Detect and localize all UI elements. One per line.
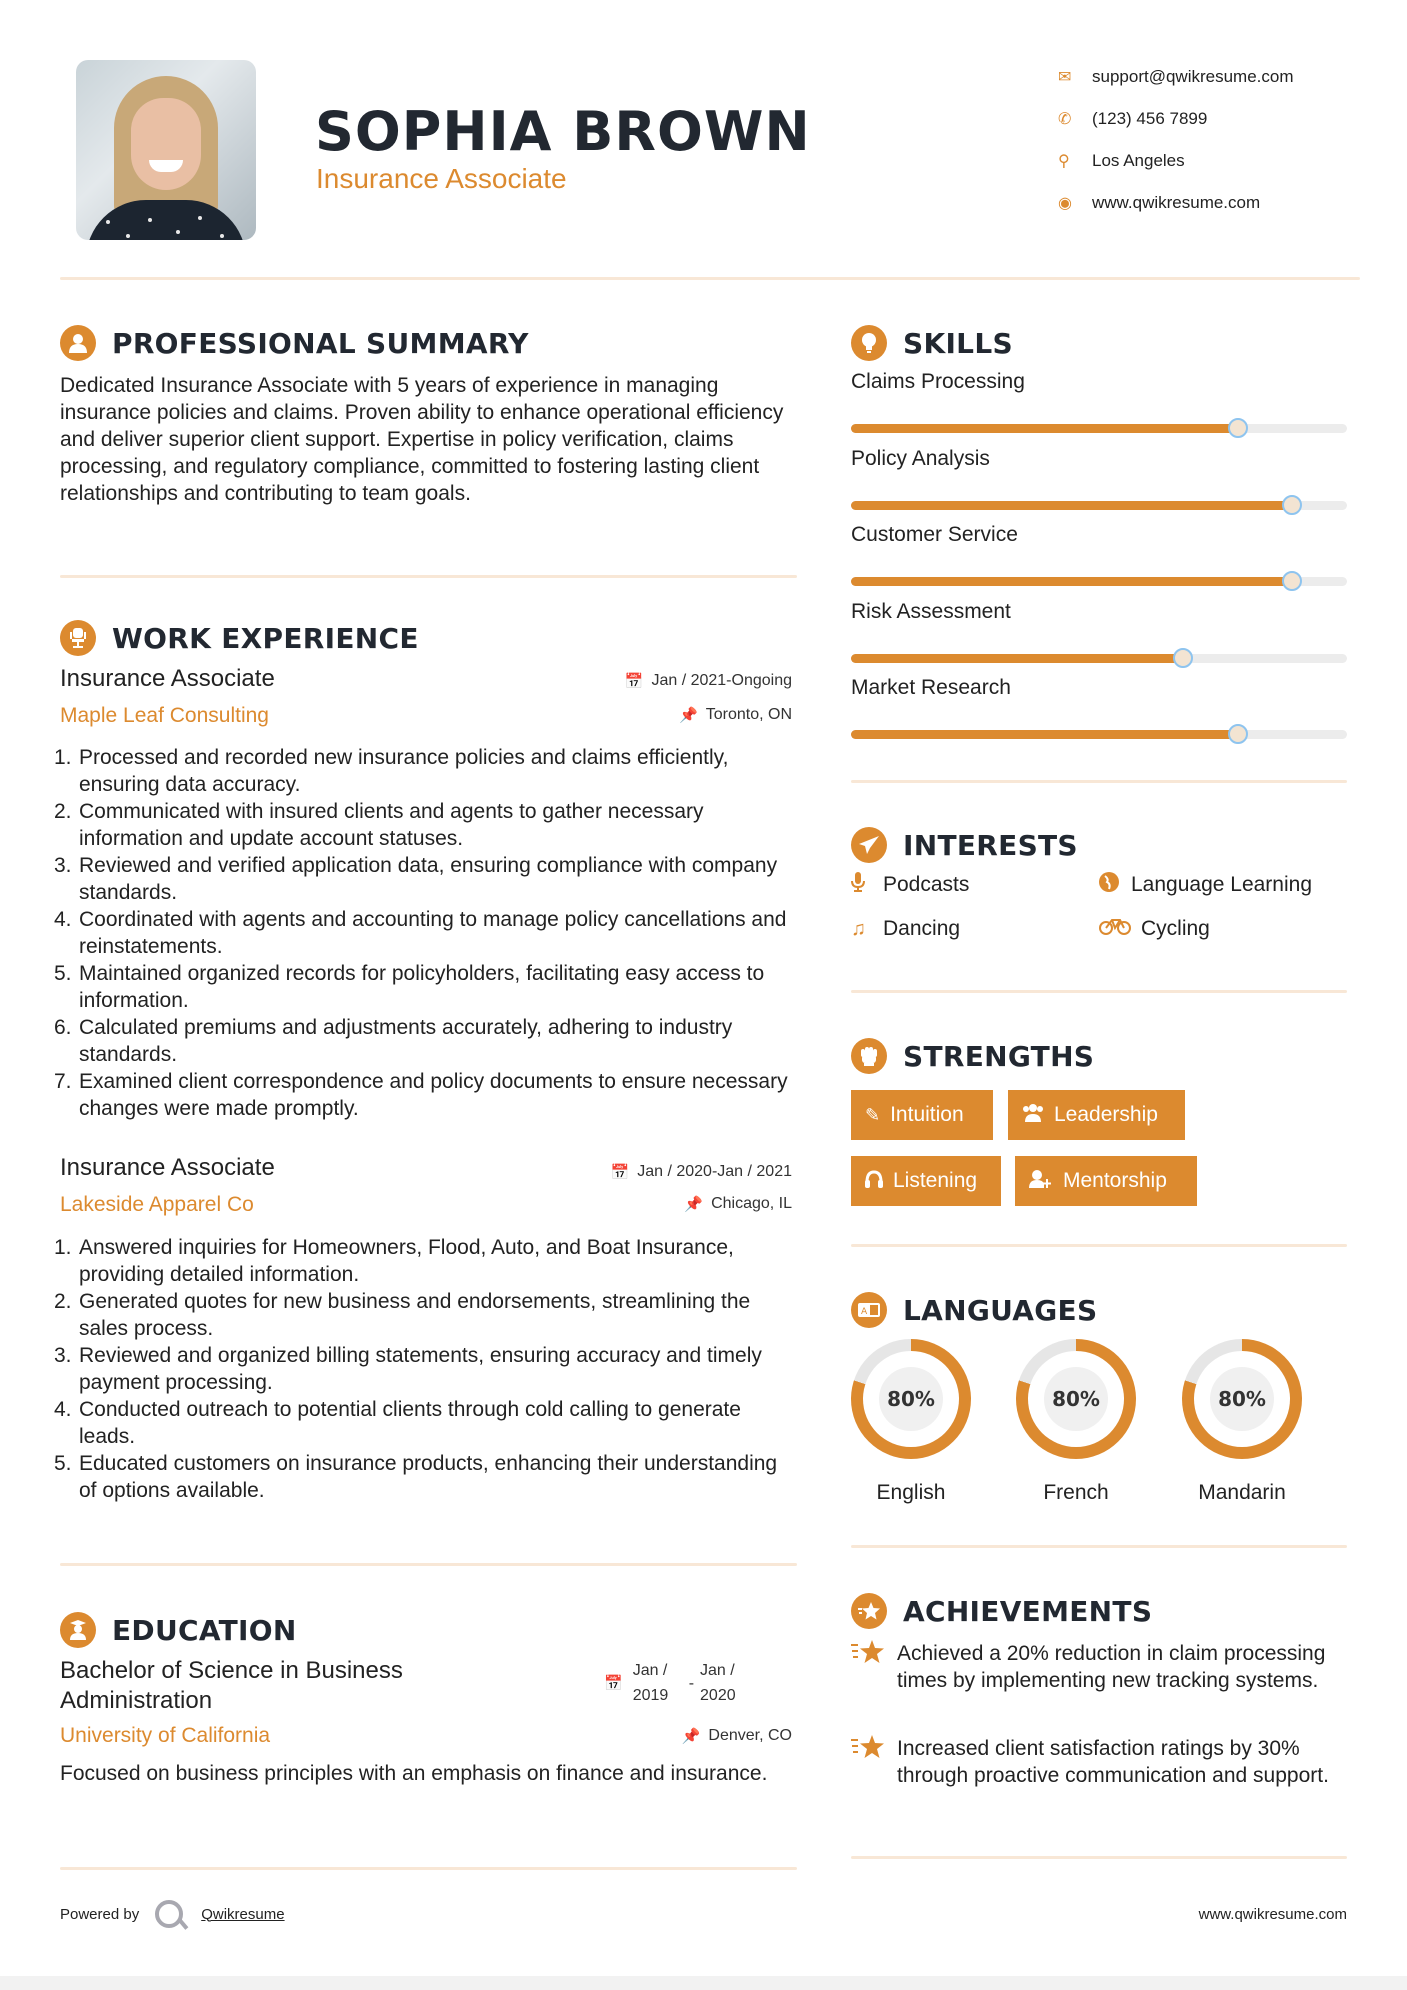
degree-title: Bachelor of Science in Business Administration [60,1657,403,1714]
lightbulb-icon [851,325,887,361]
globe-icon [1099,872,1131,898]
pushpin-icon: 📌 [681,1728,701,1745]
interest-label: Podcasts [883,873,970,896]
strength-label: Listening [893,1169,978,1192]
skill-item [851,370,1347,433]
music-note-icon: ♫ [851,917,866,940]
achievement-text: Increased client satisfaction ratings by 30% through proactive communication and support. [897,1737,1329,1787]
skills-divider [851,780,1347,783]
education-date-end: Jan / 2020 [700,1662,736,1704]
skill-bar-knob [1282,495,1302,515]
contact-email-text: support@qwikresume.com [1092,67,1294,86]
strengths-heading: STRENGTHS [903,1039,1095,1073]
paper-plane-icon [851,827,887,863]
pushpin-icon: 📌 [684,1196,704,1213]
language-progress-ring [1182,1339,1302,1459]
list-item: 2. Generated quotes for new business and endorsements, streamlining the sales process. [54,1290,751,1340]
language-percent: 80% [887,1387,935,1411]
header-divider [60,277,1360,280]
office-chair-icon [60,620,96,656]
strengths-divider [851,1244,1347,1247]
achievement-text: Achieved a 20% reduction in claim processing times by implementing new tracking systems. [897,1642,1326,1692]
language-name: French [1043,1481,1109,1504]
job-2-dates-text: Jan / 2020-Jan / 2021 [637,1163,792,1180]
footer-website[interactable]: www.qwikresume.com [1198,1906,1347,1923]
strengths-section-header [851,1038,1094,1074]
list-item: 7. Examined client correspondence and policy documents to ensure necessary changes were made promptly. [54,1070,788,1120]
user-icon [60,325,96,361]
list-item: 4. Conducted outreach to potential clients through cold calling to generate leads. [54,1398,741,1448]
star-icon [851,1638,897,1694]
skill-item [851,676,1347,739]
skill-name: Customer Service [851,523,1018,546]
skill-bar-knob [1228,724,1248,744]
strength-label: Leadership [1054,1103,1158,1126]
language-progress-ring [851,1339,971,1459]
skill-bar-track [851,654,1347,663]
skill-bar-track [851,577,1347,586]
powered-by-label: Powered by [60,1905,140,1923]
job-1-title: Insurance Associate [60,665,275,692]
strength-tag-listening [851,1156,1001,1206]
languages-divider [851,1545,1347,1548]
job-2-dates [500,1163,792,1181]
education-location [500,1727,792,1745]
svg-text:A: A [861,1307,868,1317]
strength-label: Intuition [890,1103,964,1126]
list-item: 5. Educated customers on insurance products, enhancing their understanding of options available. [54,1452,778,1502]
contact-website-text: www.qwikresume.com [1092,193,1261,212]
skills-heading: SKILLS [903,326,1013,360]
summary-section-header [60,325,529,361]
magic-wand-icon: ✎ [865,1104,881,1125]
job-1-responsibilities [54,744,800,1122]
microphone-icon [851,872,883,898]
page-bottom-edge [0,1976,1407,1990]
qwikresume-logo-icon [155,1900,183,1928]
job-1-company: Maple Leaf Consulting [60,704,269,727]
achievement-item [851,1735,1347,1789]
globe-icon: ◉ [1058,195,1072,212]
phone-icon: ✆ [1058,111,1072,128]
interest-label: Dancing [883,917,961,940]
pushpin-icon: 📌 [679,707,698,724]
skill-item [851,523,1347,586]
footer-powered-by [60,1900,285,1928]
experience-heading: WORK EXPERIENCE [112,621,419,655]
list-item: 6. Calculated premiums and adjustments accurately, adhering to industry standards. [54,1016,733,1066]
list-item: 1. Answered inquiries for Homeowners, Flood, Auto, and Boat Insurance, providing detailed information. [54,1236,734,1286]
users-icon [1022,1104,1044,1127]
strength-tag-intuition [851,1090,993,1140]
list-item: 4. Coordinated with agents and accounting to manage policy cancellations and reinstatements. [54,908,787,958]
skill-bar-track [851,730,1347,739]
education-heading: EDUCATION [112,1613,297,1647]
language-progress-ring [1016,1339,1136,1459]
strength-tag-leadership [1008,1090,1185,1140]
skill-item [851,600,1347,663]
contact-email[interactable] [1058,56,1294,98]
star-badge-icon [851,1593,887,1629]
list-item: 1. Processed and recorded new insurance policies and claims efficiently, ensuring data accuracy. [54,746,729,796]
language-mandarin [1182,1339,1302,1505]
skill-bar-fill [851,654,1183,663]
interest-dancing [851,917,960,941]
map-pin-icon: ⚲ [1058,153,1070,170]
strength-label: Mentorship [1063,1169,1167,1192]
achievements-heading: ACHIEVEMENTS [903,1594,1153,1628]
contact-location [1058,140,1294,182]
translate-icon [851,1292,887,1328]
achievement-item [851,1640,1347,1694]
skills-section-header [851,325,1013,361]
skill-name: Claims Processing [851,370,1025,393]
contact-phone[interactable] [1058,98,1294,140]
contact-phone-text: (123) 456 7899 [1092,109,1208,128]
school-name: University of California [60,1724,271,1747]
list-item: 3. Reviewed and verified application data, ensuring compliance with company standards. [54,854,778,904]
job-2-title: Insurance Associate [60,1154,275,1181]
language-name: English [876,1481,946,1504]
language-percent: 80% [1218,1387,1266,1411]
list-item: 3. Reviewed and organized billing statements, ensuring accuracy and timely payment processing. [54,1344,762,1394]
achievements-section-header [851,1593,1152,1629]
interest-label: Language Learning [1131,873,1313,896]
languages-section-header [851,1292,1097,1328]
education-location-text: Denver, CO [708,1727,792,1744]
job-2-location [500,1195,792,1213]
contact-website[interactable] [1058,182,1294,224]
skill-bar-knob [1173,648,1193,668]
language-percent: 80% [1052,1387,1100,1411]
headphones-icon [865,1170,883,1193]
skill-bar-track [851,501,1347,510]
education-section-header [60,1612,297,1648]
interest-label: Cycling [1141,917,1210,940]
job-2-location-text: Chicago, IL [711,1195,792,1212]
education-date-separator: - [688,1674,695,1692]
list-item: 5. Maintained organized records for policyholders, facilitating easy access to information. [54,962,765,1012]
job-2-company: Lakeside Apparel Co [60,1193,254,1216]
fist-icon [851,1038,887,1074]
contact-location-text: Los Angeles [1092,151,1185,170]
education-description: Focused on business principles with an emphasis on finance and insurance. [60,1762,768,1785]
interests-section-header [851,827,1078,863]
profile-photo [76,60,256,240]
interest-podcasts [851,872,969,898]
interest-language-learning [1099,872,1312,898]
job-1-location [500,706,792,724]
language-name: Mandarin [1198,1481,1286,1504]
qwikresume-link[interactable]: Qwikresume [201,1905,285,1923]
job-1-dates-text: Jan / 2021-Ongoing [651,672,792,689]
job-1-location-text: Toronto, ON [705,706,792,723]
job-2-responsibilities [54,1234,800,1504]
experience-section-header [60,620,419,656]
list-item: 2. Communicated with insured clients and agents to gather necessary information and update account statuses. [54,800,704,850]
graduate-icon [60,1612,96,1648]
languages-heading: LANGUAGES [903,1293,1098,1327]
candidate-title: Insurance Associate [316,163,567,194]
skill-bar-fill [851,424,1238,433]
user-plus-icon [1029,1170,1053,1193]
language-french [1016,1339,1136,1505]
skill-item [851,447,1347,510]
bicycle-icon [1099,917,1141,941]
job-1-dates [500,672,792,690]
skill-bar-fill [851,730,1238,739]
envelope-icon: ✉ [1058,69,1072,86]
skill-name: Risk Assessment [851,600,1011,623]
skill-bar-fill [851,577,1292,586]
skill-name: Market Research [851,676,1011,699]
photo-shirt [86,200,246,240]
star-icon [851,1733,897,1789]
summary-heading: PROFESSIONAL SUMMARY [112,326,529,360]
education-date-start: Jan / 2019 [632,1662,669,1704]
interest-cycling [1099,917,1210,941]
education-divider [60,1867,797,1870]
experience-divider [60,1563,797,1566]
skill-bar-track [851,424,1347,433]
skill-name: Policy Analysis [851,447,990,470]
skill-bar-knob [1282,571,1302,591]
language-english [851,1339,971,1505]
photo-face [131,98,201,190]
candidate-name: SOPHIA BROWN [315,100,811,163]
calendar-icon: 📅 [624,673,644,690]
education-dates [604,1658,746,1708]
achievements-divider [851,1856,1347,1859]
interests-heading: INTERESTS [903,828,1078,862]
calendar-icon: 📅 [610,1164,630,1181]
summary-text: Dedicated Insurance Associate with 5 years of experience in managing insurance policies and claims. Proven ability to enhance operational efficiency and deliver superior client support. Expertise in policy verification, claims processing, and regulatory compliance, committed to fostering lasting client relationships and contributing to team goals. [60,374,784,505]
summary-divider [60,575,797,578]
skill-bar-knob [1228,418,1248,438]
contact-list [1058,56,1294,224]
calendar-icon: 📅 [604,1674,623,1692]
interests-divider [851,990,1347,993]
strength-tag-mentorship [1015,1156,1197,1206]
skill-bar-fill [851,501,1292,510]
